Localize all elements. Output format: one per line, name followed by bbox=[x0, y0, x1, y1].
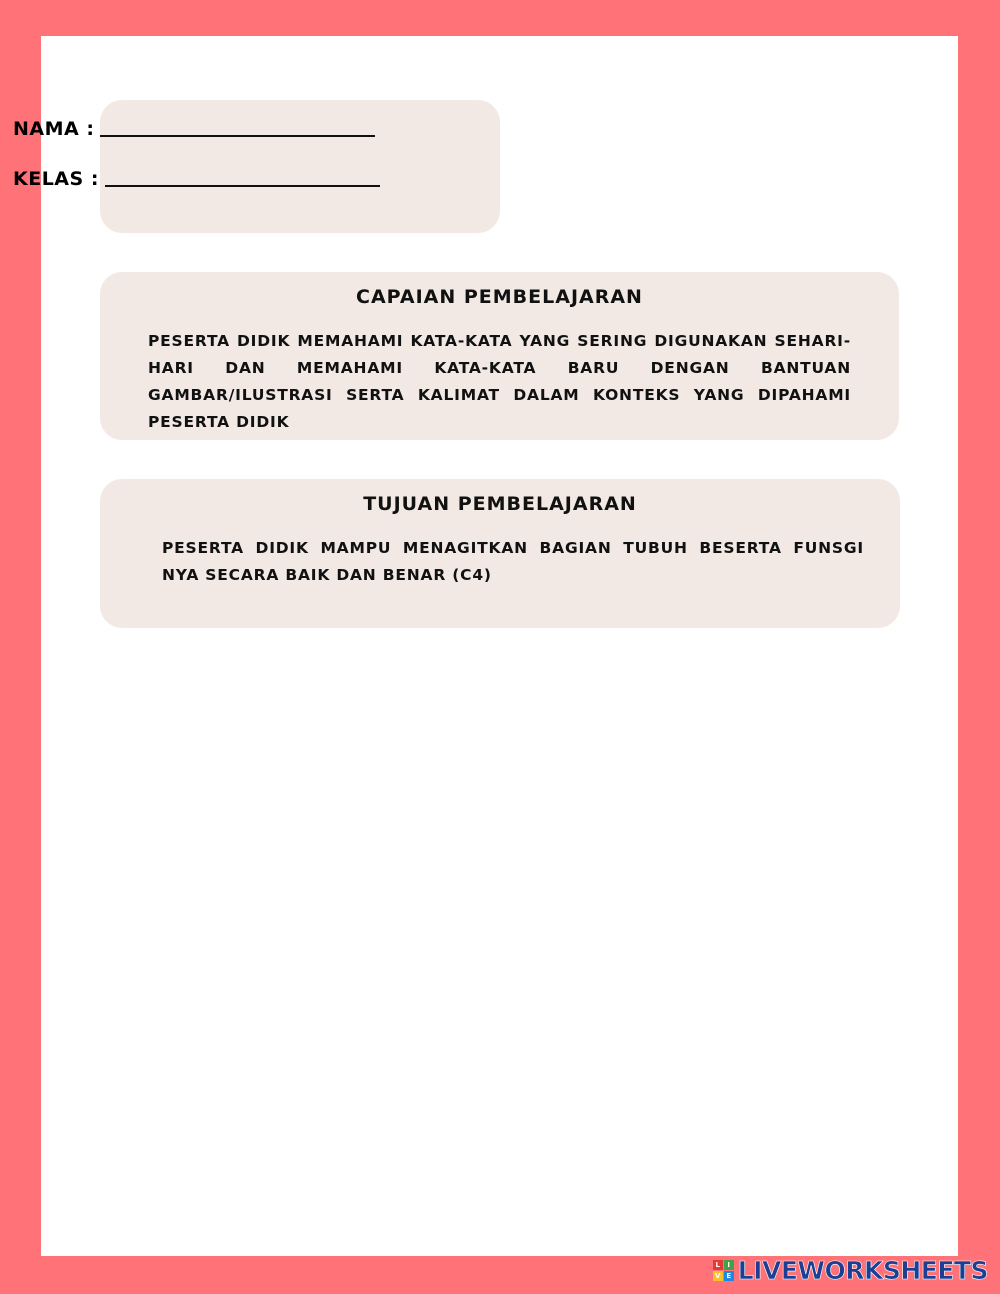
nama-label: NAMA : bbox=[13, 118, 95, 140]
capaian-title: CAPAIAN PEMBELAJARAN bbox=[356, 286, 643, 308]
nama-input-line[interactable] bbox=[100, 135, 375, 137]
capaian-text: PESERTA DIDIK MEMAHAMI KATA-KATA YANG SERING DIGUNAKAN SEHARI-HARI DAN MEMAHAMI KATA-KATA BARU DENGAN BANTUAN GAMBAR/ILUSTRASI SERTA KALIMAT DALAM KONTEKS YANG DIPAHAMI PESERTA DIDIK bbox=[148, 332, 851, 431]
brand-name: LIVEWORKSHEETS bbox=[737, 1255, 988, 1285]
logo-tile-l: L bbox=[713, 1260, 723, 1270]
tujuan-text: PESERTA DIDIK MAMPU MENAGITKAN BAGIAN TUBUH BESERTA FUNSGI NYA SECARA BAIK DAN BENAR (C4) bbox=[162, 539, 864, 584]
liveworksheets-logo-icon bbox=[713, 1260, 734, 1281]
logo-tile-e: E bbox=[724, 1271, 734, 1281]
liveworksheets-brand[interactable] bbox=[713, 1254, 988, 1286]
logo-tile-v: V bbox=[713, 1271, 723, 1281]
kelas-field bbox=[13, 168, 380, 190]
tujuan-title: TUJUAN PEMBELAJARAN bbox=[363, 493, 637, 515]
kelas-label: KELAS : bbox=[13, 168, 99, 190]
capaian-card bbox=[100, 272, 899, 440]
tujuan-card bbox=[100, 479, 900, 628]
kelas-input-line[interactable] bbox=[105, 185, 380, 187]
nama-field bbox=[13, 118, 375, 140]
logo-tile-i: I bbox=[724, 1260, 734, 1270]
